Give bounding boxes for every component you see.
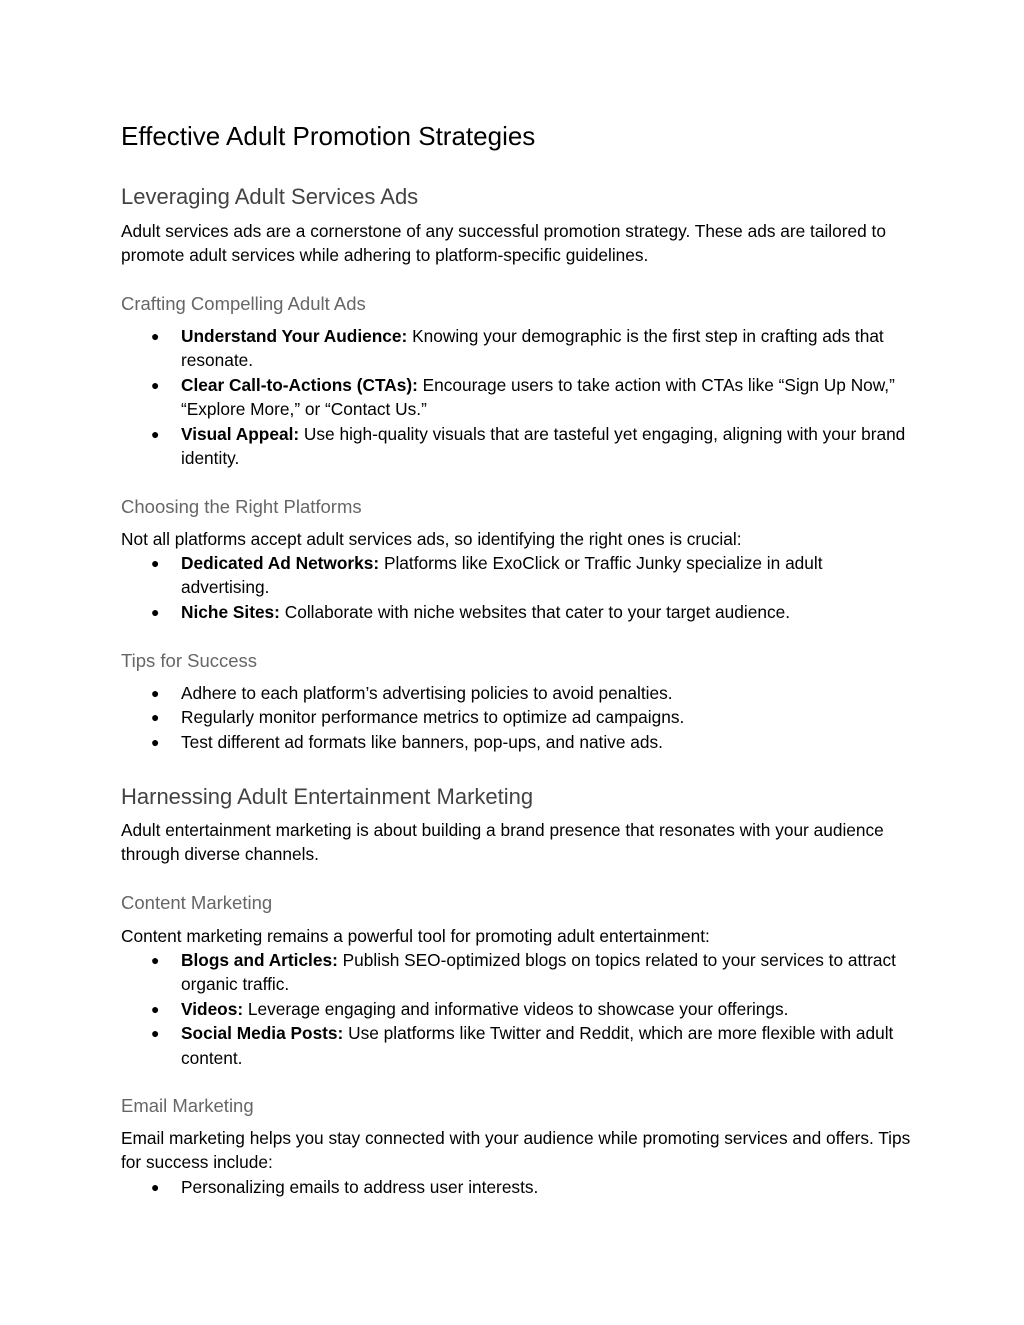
list-item-label: Dedicated Ad Networks: xyxy=(181,553,380,573)
list-item-label: Niche Sites: xyxy=(181,601,280,622)
email-marketing-intro-paragraph: Email marketing helps you stay connected with your audience while promoting services and offers. Tips for success include: xyxy=(121,1128,911,1173)
list-item-text: Encourage users to take action with CTAs like “Sign Up Now,” “Explore More,” or “Contact Us.” xyxy=(181,374,895,420)
list-item xyxy=(121,551,911,600)
subheading-crafting-ads: Crafting Compelling Adult Ads xyxy=(121,293,366,314)
list-item xyxy=(121,422,911,471)
list-item-text: Test different ad formats like banners, pop-ups, and native ads. xyxy=(181,731,663,752)
list-item-label: Understand Your Audience: xyxy=(181,326,408,346)
subheading-email-marketing: Email Marketing xyxy=(121,1095,254,1116)
list-item-text: Collaborate with niche websites that cater to your target audience. xyxy=(279,601,791,622)
list-item-label: Blogs and Articles: xyxy=(181,950,338,970)
document-title: Effective Adult Promotion Strategies xyxy=(121,121,536,151)
section-heading-adult-services-ads: Leveraging Adult Services Ads xyxy=(121,184,419,209)
list-item-label: Videos: xyxy=(181,998,244,1019)
list-item-label: Clear Call-to-Actions (CTAs): xyxy=(181,374,418,395)
list-item-label: Visual Appeal: xyxy=(181,423,300,444)
list-item xyxy=(121,1021,911,1070)
subheading-choosing-platforms: Choosing the Right Platforms xyxy=(121,496,362,517)
list-item-text: Publish SEO-optimized blogs on topics related to your services to attract organic traffic. xyxy=(181,950,896,995)
bullet-icon: ● xyxy=(151,425,160,442)
list-item-label: Social Media Posts: xyxy=(181,1023,344,1044)
bullet-icon: ● xyxy=(151,603,160,620)
section-intro-paragraph: Adult entertainment marketing is about building a brand presence that resonates with your audience through diverse channels. xyxy=(121,820,884,865)
section-heading-entertainment-marketing: Harnessing Adult Entertainment Marketing xyxy=(121,784,534,809)
content-marketing-intro-paragraph: Content marketing remains a powerful tool for promoting adult entertainment: xyxy=(121,926,710,946)
content-marketing-list xyxy=(121,948,911,1070)
list-item-text: Leverage engaging and informative videos to showcase your offerings. xyxy=(243,998,789,1019)
bullet-icon: ● xyxy=(151,328,160,344)
bullet-icon: ● xyxy=(151,709,160,726)
email-marketing-list xyxy=(121,1175,911,1199)
list-item-text: Regularly monitor performance metrics to optimize ad campaigns. xyxy=(181,707,685,728)
list-item xyxy=(121,681,911,705)
list-item-text: Knowing your demographic is the first step in crafting ads that resonate. xyxy=(181,326,884,371)
bullet-icon: ● xyxy=(151,555,160,571)
bullet-icon: ● xyxy=(151,952,160,968)
platforms-list xyxy=(121,551,911,624)
list-item xyxy=(121,730,911,754)
list-item-text: Personalizing emails to address user interests. xyxy=(181,1177,539,1197)
section-intro-paragraph: Adult services ads are a cornerstone of any successful promotion strategy. These ads are tailored to promote adult services while adhering to platform-specific guidelines. xyxy=(121,221,886,266)
list-item-text: Platforms like ExoClick or Traffic Junky specialize in adult advertising. xyxy=(181,553,823,598)
bullet-icon: ● xyxy=(151,1179,160,1195)
subheading-tips-for-success: Tips for Success xyxy=(121,650,258,671)
list-item-text: Use platforms like Twitter and Reddit, which are more flexible with adult content. xyxy=(181,1023,894,1068)
list-item xyxy=(121,1175,911,1199)
subheading-content-marketing: Content Marketing xyxy=(121,892,273,913)
list-item xyxy=(121,324,911,373)
bullet-icon: ● xyxy=(151,733,160,750)
bullet-icon: ● xyxy=(151,376,160,393)
bullet-icon: ● xyxy=(151,1025,160,1042)
list-item xyxy=(121,997,911,1021)
list-item xyxy=(121,600,911,624)
list-item-text: Adhere to each platform’s advertising policies to avoid penalties. xyxy=(181,683,673,703)
tips-list xyxy=(121,681,911,754)
list-item xyxy=(121,948,911,997)
bullet-icon: ● xyxy=(151,685,160,701)
crafting-ads-list xyxy=(121,324,911,470)
bullet-icon: ● xyxy=(151,1000,160,1017)
list-item-text: Use high-quality visuals that are tasteful yet engaging, aligning with your brand identity. xyxy=(181,423,906,469)
list-item xyxy=(121,373,911,422)
list-item xyxy=(121,705,911,729)
platforms-intro-paragraph: Not all platforms accept adult services ads, so identifying the right ones is crucial: xyxy=(121,529,742,549)
